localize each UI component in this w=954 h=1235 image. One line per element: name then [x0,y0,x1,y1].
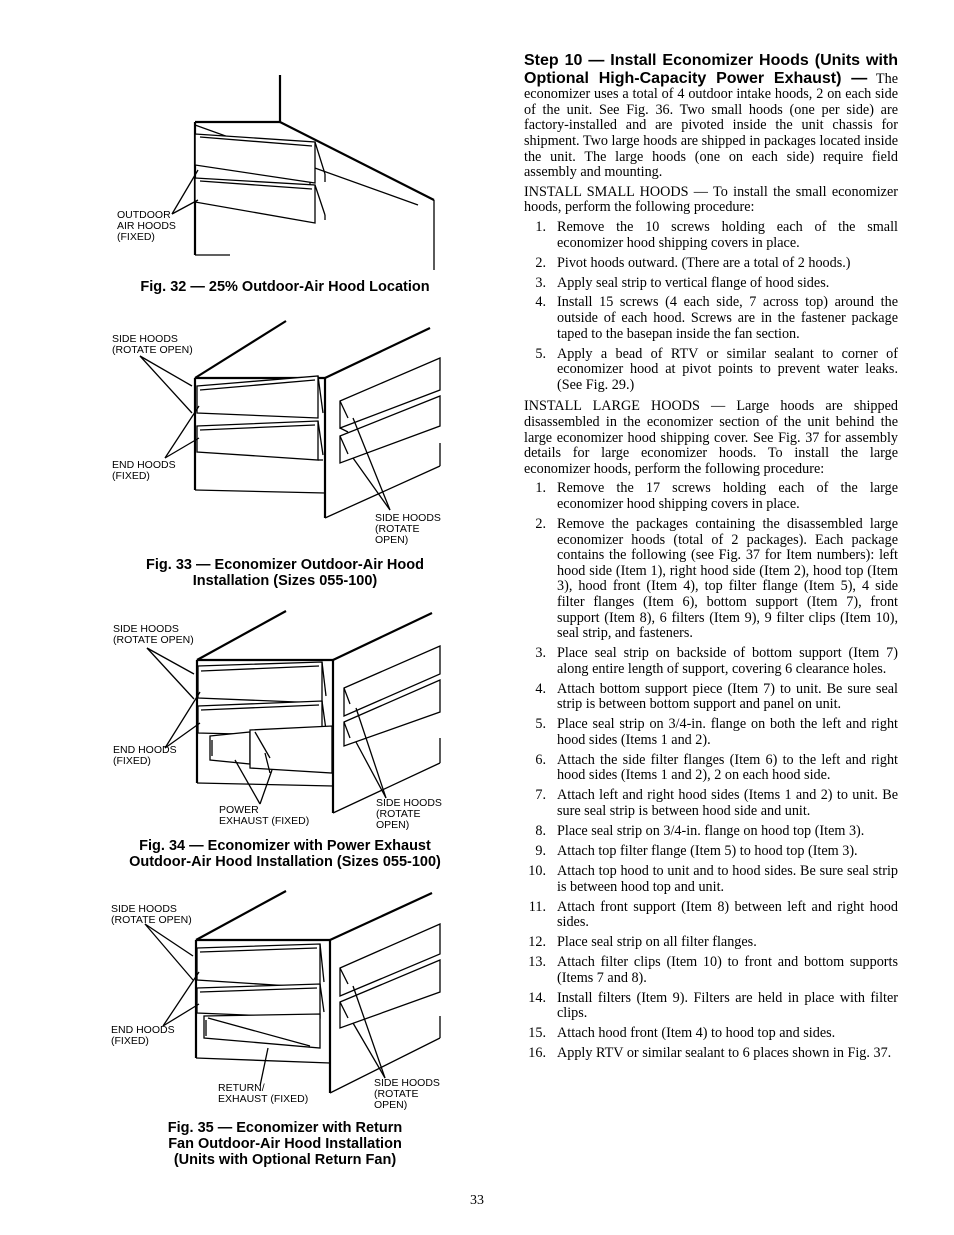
list-item [524,517,898,642]
label-return-exhaust: RETURN/ EXHAUST (FIXED) [218,1082,309,1105]
list-item [524,256,898,272]
list-item-text: Place seal strip on 3/4-in. flange on hood top (Item 3). [557,823,865,840]
list-item [524,717,898,748]
list-item-number: 1. [535,480,546,497]
small-hoods-steps [524,220,898,394]
figure-33 [100,318,470,546]
list-item-text: Install 15 screws (4 each side, 7 across top) around the outside of each hood. Screws are in the fastener package taped to the basepan inside the fan section. [557,294,898,342]
label-outdoor-air-hoods: OUTDOOR AIR HOODS (FIXED) [117,209,176,243]
list-item-text: Remove the packages containing the disassembled large economizer hoods (total of 2 packages). Each package contains the following (see Fig. 37 for Item numbers): left hood side (Item 1), right hood side (Item 2), hood top (Item 3), hood front (Item 4), top filter flange (Item 5), 4 side filter flanges (Item 6), bottom support (Item 7), front support (Item 8), 6 filters (Item 9), 9 filter clips (Item 10), seal strip, and fasteners. [557,515,898,642]
list-item-text: Attach filter clips (Item 10) to front and bottom supports (Items 7 and 8). [557,954,898,986]
figure-34 [100,608,470,833]
list-item [524,844,898,860]
step-intro: The economizer uses a total of 4 outdoor intake hoods, 2 on each side of the unit. See Fig. 36. Two small hoods (one per side) are factory-installed and are pivoted inside the unit chassis for shipment. Two large hoods are shipped in packages located inside the unit. The large hoods (one on each side) require field assembly and mounting. [524,70,898,181]
list-item-number: 7. [535,787,546,804]
label-end-hoods: END HOODS (FIXED) [111,1024,175,1047]
list-item-text: Remove the 10 screws holding each of the small economizer hood shipping covers in place. [557,218,898,251]
list-item-text: Apply RTV or similar sealant to 6 places shown in Fig. 37. [557,1045,892,1062]
page-number: 33 [470,1193,484,1208]
list-item-number: 4. [535,294,546,311]
list-item-number: 13. [528,954,546,971]
list-item-number: 10. [528,862,546,879]
label-side-hoods-bottom: SIDE HOODS (ROTATE OPEN) [376,797,442,831]
list-item-text: Attach hood front (Item 4) to hood top and sides. [557,1025,836,1042]
list-item-text: Place seal strip on 3/4-in. flange on both the left and right hood sides (Items 1 and 2). [557,716,898,748]
list-item [524,276,898,292]
list-item-number: 5. [535,345,546,362]
label-end-hoods: END HOODS (FIXED) [112,459,176,482]
figure-35-caption: Fig. 35 — Economizer with Return Fan Outdoor-Air Hood Installation (Units with Optional Return Fan) [167,1120,403,1168]
label-side-hoods-top: SIDE HOODS (ROTATE OPEN) [113,623,194,646]
figure-32 [100,70,470,270]
figure-34-caption: Fig. 34 — Economizer with Power Exhaust Outdoor-Air Hood Installation (Sizes 055-100) [129,838,441,870]
list-item [524,1046,898,1062]
step-heading: Step 10 — Install Economizer Hoods (Units with Optional High-Capacity Power Exhaust) — [524,52,898,87]
list-item-number: 8. [535,823,546,840]
label-side-hoods-bottom: SIDE HOODS (ROTATE OPEN) [375,512,441,546]
list-item [524,347,898,394]
list-item-number: 1. [535,218,546,235]
step-paragraph [524,52,898,181]
list-item-number: 14. [528,989,546,1006]
list-item [524,788,898,819]
small-hoods-intro: INSTALL SMALL HOODS — To install the small economizer hoods, perform the following procedure: [524,183,898,216]
label-side-hoods-bottom: SIDE HOODS (ROTATE OPEN) [374,1077,440,1111]
list-item [524,864,898,895]
list-item-number: 15. [528,1025,546,1042]
large-hoods-intro: INSTALL LARGE HOODS — Large hoods are shipped disassembled in the economizer section of the unit behind the large economizer hood shipping cover. See Fig. 37 for assembly details for large economizer hoods. To install the large economizer hoods, perform the following procedure: [524,398,898,477]
list-item-text: Attach top hood to unit and to hood sides. Be sure seal strip is between hood top and unit. [557,862,898,895]
list-item-number: 6. [535,751,546,768]
label-side-hoods-top: SIDE HOODS (ROTATE OPEN) [112,333,193,356]
list-item [524,824,898,840]
list-item-text: Install filters (Item 9). Filters are held in place with filter clips. [557,989,898,1022]
list-item [524,753,898,784]
label-end-hoods: END HOODS (FIXED) [113,744,177,767]
list-item-number: 4. [535,680,546,697]
figure-32-caption: Fig. 32 — 25% Outdoor-Air Hood Location [140,279,430,295]
list-item [524,646,898,677]
list-item-text: Place seal strip on all filter flanges. [557,934,757,951]
figure-33-caption: Fig. 33 — Economizer Outdoor-Air Hood Installation (Sizes 055-100) [146,557,424,589]
figure-35 [100,888,470,1113]
list-item-text: Attach left and right hood sides (Items 1 and 2) to unit. Be sure seal strip is between hood side and unit. [557,787,898,820]
large-hoods-steps [524,481,898,1061]
list-item-number: 2. [535,254,546,271]
list-item-text: Place seal strip on backside of bottom support (Item 7) along entire length of support, covering 6 clearance holes. [557,645,898,677]
list-item-number: 11. [528,898,546,915]
list-item [524,682,898,713]
list-item [524,935,898,951]
list-item-number: 9. [535,843,546,859]
list-item-text: Attach top filter flange (Item 5) to hood top (Item 3). [557,843,858,859]
list-item [524,220,898,251]
list-item [524,1026,898,1042]
list-item-number: 3. [535,274,546,291]
list-item-text: Attach front support (Item 8) between left and right hood sides. [557,898,898,931]
list-item-text: Apply a bead of RTV or similar sealant to corner of economizer hood at pivot points to prevent water leaks. (See Fig. 29.) [557,345,898,393]
list-item-text: Apply seal strip to vertical flange of hood sides. [557,274,830,291]
list-item [524,955,898,986]
label-power-exhaust: POWER EXHAUST (FIXED) [219,804,310,827]
list-item-number: 12. [528,934,546,951]
list-item [524,295,898,342]
list-item-text: Attach the side filter flanges (Item 6) to the left and right hood sides (Items 1 and 2), 2 on each hood side. [557,751,898,784]
list-item [524,900,898,931]
list-item-number: 16. [528,1045,546,1062]
list-item-text: Remove the 17 screws holding each of the large economizer hood shipping covers in place. [557,480,898,512]
list-item-number: 5. [535,716,546,733]
label-side-hoods-top: SIDE HOODS (ROTATE OPEN) [111,903,192,926]
list-item [524,991,898,1022]
instructions-column [524,52,898,1068]
list-item-number: 3. [535,645,546,662]
list-item-text: Attach bottom support piece (Item 7) to unit. Be sure seal strip is between bottom support and panel on unit. [557,680,898,713]
list-item-text: Pivot hoods outward. (There are a total of 2 hoods.) [557,254,851,271]
list-item-number: 2. [535,515,546,532]
list-item [524,481,898,512]
